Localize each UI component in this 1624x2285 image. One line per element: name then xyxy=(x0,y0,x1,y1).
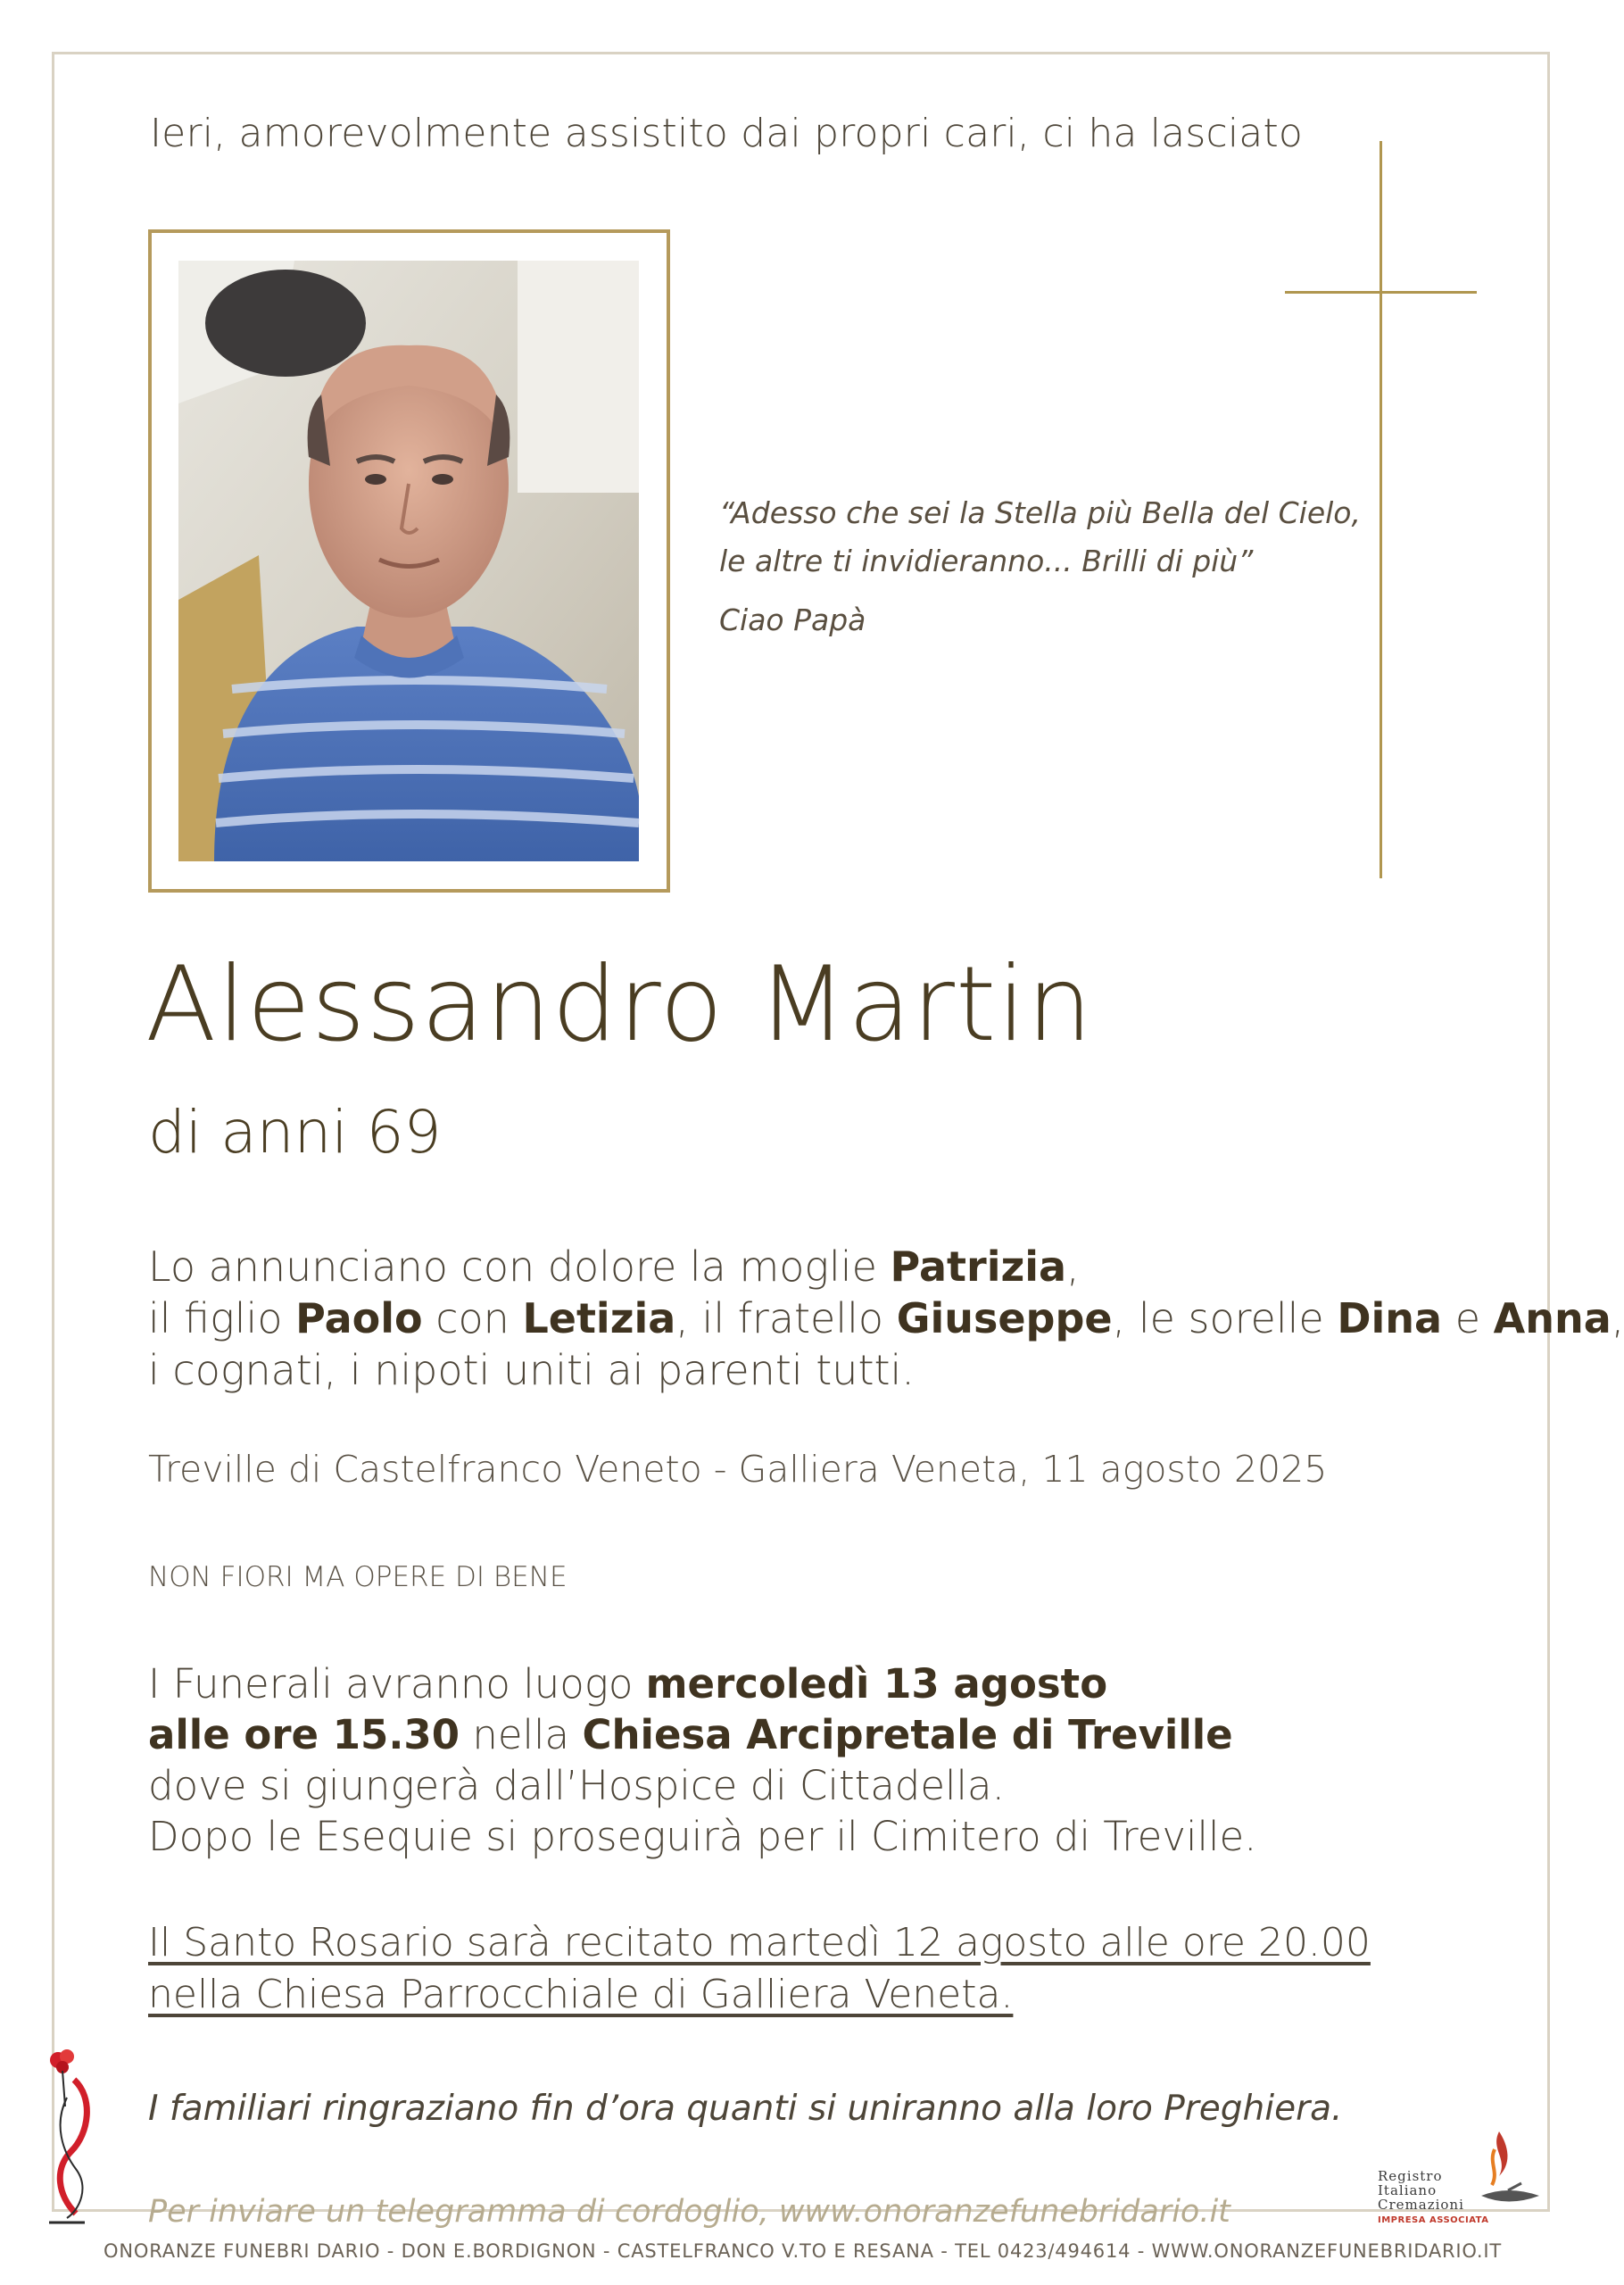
cross-horizontal-bar xyxy=(1285,291,1477,294)
announcement-line-2 xyxy=(148,1292,1624,1344)
registro-cremazioni-logo xyxy=(1374,2123,1553,2230)
registro-line: Cremazioni xyxy=(1378,2197,1464,2213)
rosary-line-1: Il Santo Rosario sarà recitato martedì 12 agosto alle ore 20.00 xyxy=(148,1920,1371,1965)
funeral-text: nella xyxy=(460,1711,583,1758)
thanks-text: I familiari ringraziano fin d’ora quanti si uniranno alla loro Preghiera. xyxy=(148,2089,1343,2129)
registro-line: Italiano xyxy=(1378,2182,1438,2198)
rosary-line-2: nella Chiesa Parrocchiale di Galliera Veneta. xyxy=(148,1972,1014,2017)
announcement-line-3: i cognati, i nipoti uniti ai parenti tutti. xyxy=(148,1346,915,1394)
announcement-text: , xyxy=(1611,1294,1624,1342)
quote-line-2: le altre ti invidieranno... Brilli di più” xyxy=(719,544,1254,578)
funeral-church: Chiesa Arcipretale di Treville xyxy=(582,1711,1233,1758)
registro-associated: IMPRESA ASSOCIATA xyxy=(1378,2215,1489,2225)
announcement xyxy=(148,1241,1624,1396)
funeral-details xyxy=(148,1658,1257,1862)
announcement-text: Lo annunciano con dolore la moglie xyxy=(148,1242,891,1291)
announcement-text: , il fratello xyxy=(675,1294,897,1342)
rosary-notice xyxy=(148,1917,1371,2021)
announcement-line-1 xyxy=(148,1241,1624,1292)
poppy-ribbon-logo xyxy=(40,2044,103,2231)
funeral-date: mercoledì 13 agosto xyxy=(645,1660,1108,1708)
funeral-time: alle ore 15.30 xyxy=(148,1711,460,1758)
funeral-line-1 xyxy=(148,1658,1257,1709)
quote-line-1: “Adesso che sei la Stella più Bella del Cielo, xyxy=(719,495,1361,530)
funeral-line-3: dove si giungerà dall’Hospice di Cittadella. xyxy=(148,1762,1005,1809)
registro-line: Registro xyxy=(1378,2168,1443,2184)
relative-name: Dina xyxy=(1337,1294,1443,1342)
relative-name: Letizia xyxy=(522,1294,676,1342)
relative-name: Paolo xyxy=(295,1294,423,1342)
relative-name: Anna xyxy=(1493,1294,1612,1342)
announcement-text: con xyxy=(422,1294,523,1342)
funeral-line-2 xyxy=(148,1709,1257,1760)
cross-vertical-bar xyxy=(1380,141,1382,878)
relative-name: Patrizia xyxy=(890,1242,1067,1291)
telegram-link[interactable]: Per inviare un telegramma di cordoglio, www.onoranzefunebridario.it xyxy=(148,2194,1230,2230)
deceased-name: Alessandro Martin xyxy=(145,944,1094,1065)
announcement-text: il figlio xyxy=(148,1294,296,1342)
deceased-age: di anni 69 xyxy=(148,1098,442,1167)
intro-text: Ieri, amorevolmente assistito dai propri cari, ci ha lasciato xyxy=(150,111,1304,156)
relative-name: Giuseppe xyxy=(896,1294,1113,1342)
portrait-photo xyxy=(178,261,639,861)
funeral-text: I Funerali avranno luogo xyxy=(148,1660,646,1708)
registro-text xyxy=(1378,2169,1464,2212)
memorial-quote xyxy=(719,489,1361,644)
quote-signature: Ciao Papà xyxy=(719,602,866,637)
no-flowers-notice: NON FIORI MA OPERE DI BENE xyxy=(148,1561,568,1593)
announcement-text: , le sorelle xyxy=(1112,1294,1338,1342)
announcement-text: e xyxy=(1442,1294,1494,1342)
announcement-text: , xyxy=(1066,1242,1080,1291)
place-and-date: Treville di Castelfranco Veneto - Galliera Veneta, 11 agosto 2025 xyxy=(148,1448,1328,1491)
funeral-line-4: Dopo le Esequie si proseguirà per il Cimitero di Treville. xyxy=(148,1813,1257,1860)
footer-contacts: ONORANZE FUNEBRI DARIO - DON E.BORDIGNON - CASTELFRANCO V.TO E RESANA - TEL 0423/494614 - WWW.ONORANZEFUNEBRIDARIO.IT xyxy=(104,2240,1502,2262)
